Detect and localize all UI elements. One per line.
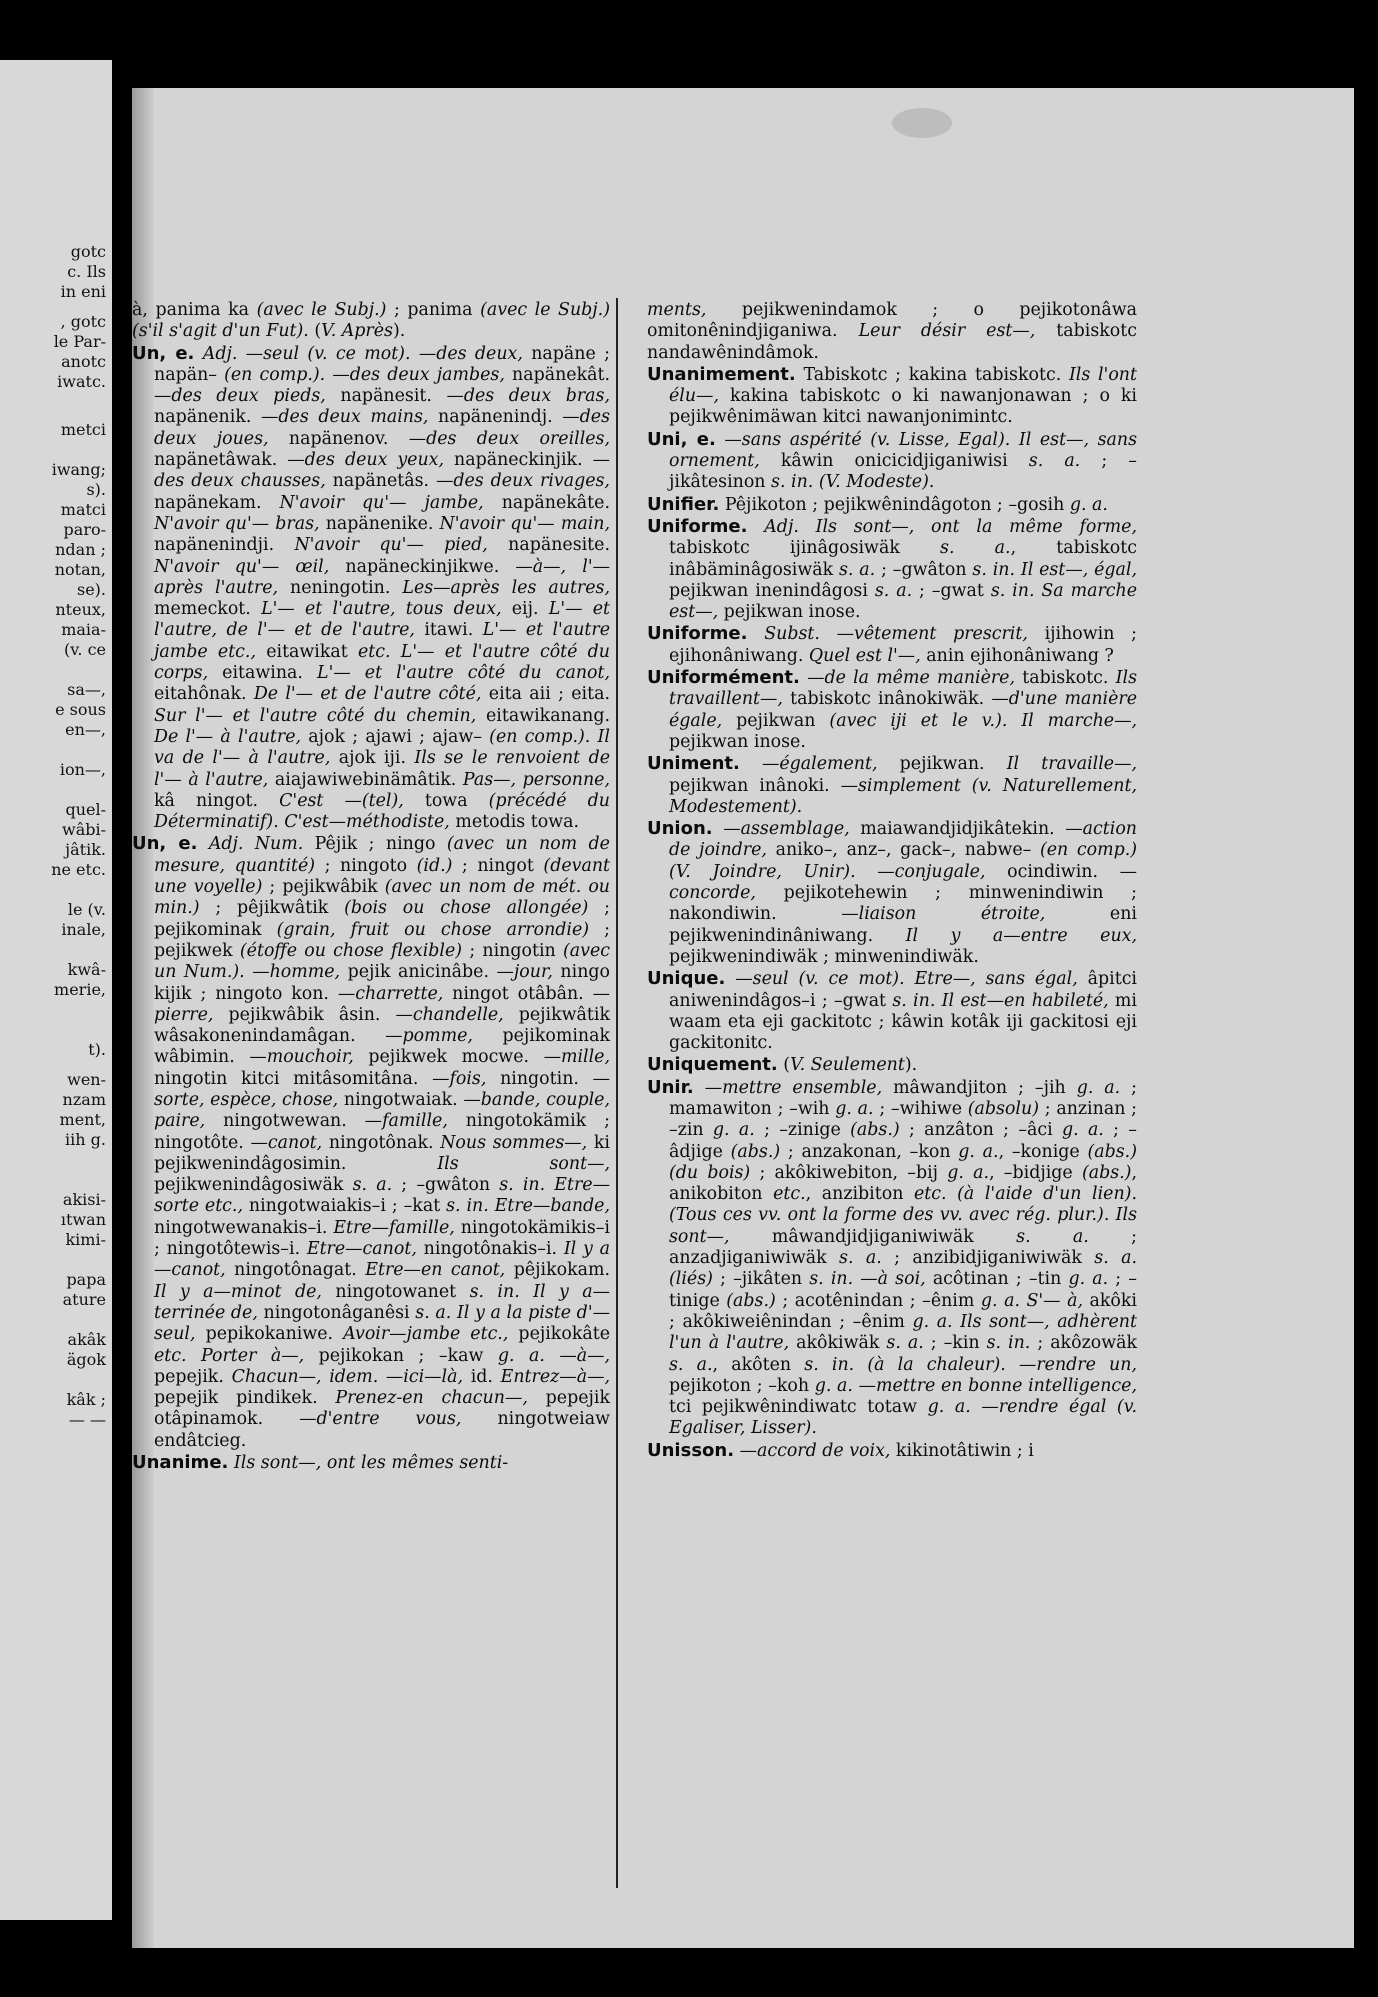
- previous-page-fragment: akisi-: [62, 1190, 106, 1209]
- previous-page-fragment: ment,: [59, 1110, 106, 1129]
- previous-page-fragment: anotc: [61, 352, 106, 371]
- dictionary-entry: [647, 1440, 1137, 1462]
- previous-page-fragment: s).: [86, 480, 106, 499]
- entry-definition: (V. Seulement).: [783, 1055, 918, 1076]
- previous-page-fragment: e sous: [55, 700, 106, 719]
- entry-definition: —assemblage, maiawandjidjikâtekin. —action de joindre, aniko–, anz–, gack–, nabwe– (en comp.) (V. Joindre, Unir). —conjugale, ocindiwin. —concorde, pejikotehewin ; minwenindiwin ; nakondiwin. —liaison étroite, eni pejikwenindinâniwang. Il y a—entre eux, pejikwenindiwäk ; minwenindiwäk.: [669, 819, 1138, 967]
- entry-definition: Adj. —seul (v. ce mot). —des deux, napäne ; napän– (en comp.). —des deux jambes, napänekât. —des deux pieds, napänesit. —des deux bras, napänenik. —des deux mains, napänenindj. —des deux joues, napänenov. —des deux oreilles, napänetâwak. —des deux yeux, napäneckinjik. —des deux chausses, napänetâs. —des deux rivages, napänekam. N'avoir qu'— jambe, napänekâte. N'avoir qu'— bras, napänenike. N'avoir qu'— main, napänenindji. N'avoir qu'— pied, napänesite. N'avoir qu'— œil, napäneckinjikwe. —à—, l'— après l'autre, neningotin. Les—après les autres, memeckot. L'— et l'autre, tous deux, eij. L'— et l'autre, de l'— et de l'autre, itawi. L'— et l'autre jambe etc., eitawikat etc. L'— et l'autre côté du corps, eitawina. L'— et l'autre côté du canot, eitahônak. De l'— et de l'autre côté, eita aii ; eita. Sur l'— et l'autre côté du chemin, eitawikanang. De l'— à l'autre, ajok ; ajawi ; ajaw– (en comp.). Il va de l'— à l'autre, ajok iji. Ils se le renvoient de l'— à l'autre, aiajawiwebinämâtik. Pas—, personne, kâ ningot. C'est —(tel), towa (précédé du Déterminatif). C'est—méthodiste, metodis towa.: [154, 343, 611, 833]
- dictionary-entry: [647, 364, 1137, 429]
- entry-definition: —également, pejikwan. Il travaille—, pejikwan inânoki. —simplement (v. Naturellement, Modestement).: [669, 754, 1138, 817]
- entry-definition: Adj. Ils sont—, ont la même forme, tabiskotc ijinâgosiwäk s. a., tabiskotc inâbäminâgosiwäk s. a. ; –gwâton s. in. Il est—, égal, pejikwan inenindâgosi s. a. ; –gwat s. in. Sa marche est—, pejikwan inose.: [669, 516, 1138, 623]
- previous-page-fragment: iih g.: [65, 1130, 106, 1149]
- right-column: [647, 300, 1137, 1462]
- dictionary-entry: [647, 516, 1137, 623]
- previous-page-fragment: (v. ce: [64, 640, 106, 659]
- previous-page-fragment: maia-: [61, 620, 106, 639]
- left-column: [132, 300, 610, 1474]
- dictionary-entry: [132, 833, 610, 1452]
- dictionary-entry: [132, 300, 610, 343]
- entry-headword: Uniforme.: [647, 623, 748, 645]
- previous-page-fragment: wen-: [67, 1070, 106, 1089]
- entry-headword: Uniformément.: [647, 667, 800, 689]
- dictionary-entry: [647, 623, 1137, 667]
- entry-headword: Un, e.: [132, 833, 198, 855]
- previous-page-fragment: metci: [60, 420, 106, 439]
- dictionary-entry: [647, 1054, 1137, 1076]
- previous-page-fragment: kimi-: [65, 1230, 106, 1249]
- entry-definition: —de la même manière, tabiskotc. Ils travaillent—, tabiskotc inânokiwäk. —d'une manière égale, pejikwan (avec iji et le v.). Il marche—, pejikwan inose.: [669, 668, 1138, 752]
- column-divider: [616, 298, 618, 1888]
- entry-headword: Unique.: [647, 968, 726, 990]
- previous-page-fragment: ature: [62, 1290, 106, 1309]
- entry-headword: Union.: [647, 818, 713, 840]
- previous-page-fragment: paro-: [63, 520, 106, 539]
- previous-page-fragment: ion—,: [59, 760, 106, 779]
- entry-headword: Un, e.: [132, 342, 195, 364]
- entry-definition: —accord de voix, kikinotâtiwin ; i: [739, 1440, 1034, 1461]
- entry-definition: Adj. Num. Pêjik ; ningo (avec un nom de mesure, quantité) ; ningoto (id.) ; ningot (devant une voyelle) ; pejikwâbik (avec un nom de mét. ou min.) ; pêjikwâtik (bois ou chose allongée) ; pejikominak (grain, fruit ou chose arrondie) ; pejikwek (étoffe ou chose flexible) ; ningotin (avec un Num.). —homme, pejik anicinâbe. —jour, ningo kijik ; ningoto kon. —charrette, ningot otâbân. —pierre, pejikwâbik âsin. —chandelle, pejikwâtik wâsakonenindamâgan. —pomme, pejikominak wâbimin. —mouchoir, pejikwek mocwe. —mille, ningotin kitci mitâsomitâna. —fois, ningotin. —sorte, espèce, chose, ningotwaiak. —bande, couple, paire, ningotwewan. —famille, ningotokämik ; ningotôte. —canot, ningotônak. Nous sommes—, ki pejikwenindâgosimin. Ils sont—, pejikwenindâgosiwäk s. a. ; –gwâton s. in. Etre—sorte etc., ningotwaiakis–i ; –kat s. in. Etre—bande, ningotwewanakis–i. Etre—famille, ningotokämikis–i ; ningotôtewis–i. Etre—canot, ningotônakis–i. Il y a—canot, ningotônagat. Etre—en canot, pêjikokam. Il y a—minot de, ningotowanet s. in. Il y a—terrinée de, ningotonâganêsi s. a. Il y a la piste d'— seul, pepikokaniwe. Avoir—jambe etc., pejikokâte etc. Porter à—, pejikokan ; –kaw g. a. —à—, pepejik. Chacun—, idem. —ici—là, id. Entrez—à—, pepejik pindikek. Prenez-en chacun—, pepejik otâpinamok. —d'entre vous, ningotweiaw endâtcieg.: [154, 834, 611, 1451]
- dictionary-entry: [647, 494, 1137, 516]
- entry-definition: Pêjikoton ; pejikwênindâgoton ; –gosih g. a.: [724, 494, 1108, 515]
- dictionary-entry: [647, 667, 1137, 753]
- previous-page-fragment: matci: [60, 500, 106, 519]
- entry-definition: —sans aspérité (v. Lisse, Egal). Il est—, sans ornement, kâwin onicicidjiganiwisi s. a. ; –jikâtesinon s. in. (V. Modeste).: [669, 429, 1137, 493]
- previous-page-fragment: nzam: [62, 1090, 106, 1109]
- previous-page-fragment: inale,: [61, 920, 106, 939]
- previous-page-fragment: iwang;: [51, 460, 106, 479]
- previous-page-fragment: ägok: [66, 1350, 106, 1369]
- dictionary-entry: [647, 300, 1137, 364]
- previous-page-fragment: iwatc.: [57, 372, 106, 391]
- entry-headword: Unifier.: [647, 493, 720, 515]
- entry-headword: Unisson.: [647, 1439, 735, 1461]
- previous-page-fragment: ne etc.: [51, 860, 106, 879]
- previous-page-fragment: ıtwan: [60, 1210, 106, 1229]
- previous-page-fragment: se).: [76, 580, 106, 599]
- paper-stain: [892, 108, 952, 138]
- previous-page-fragment: ndan ;: [55, 540, 106, 559]
- entry-definition: ments, pejikwenindamok ; o pejikotonâwa omitonênindjiganiwa. Leur désir est—, tabiskotc nandawênindâmok.: [647, 300, 1137, 363]
- entry-definition: Ils sont—, ont les mêmes senti-: [233, 1453, 509, 1474]
- dictionary-entry: [647, 753, 1137, 818]
- entry-definition: Subst. —vêtement prescrit, ijihowin ; ejihonâniwang. Quel est l'—, anin ejihonâniwang ?: [669, 624, 1137, 666]
- previous-page-fragment: wâbi-: [62, 820, 106, 839]
- previous-page-fragment: kâk ;: [66, 1390, 106, 1409]
- previous-page-fragment: sa—,: [67, 680, 106, 699]
- entry-headword: Uni, e.: [647, 428, 716, 450]
- entry-headword: Unir.: [647, 1076, 694, 1098]
- previous-page-fragment: papa: [66, 1270, 106, 1289]
- dictionary-entry: [647, 818, 1137, 968]
- dictionary-entry: [132, 1452, 610, 1474]
- previous-page-fragment: in eni: [60, 282, 106, 301]
- dictionary-entry: [647, 429, 1137, 494]
- entry-definition: Tabiskotc ; kakina tabiskotc. Ils l'ont élu—, kakina tabiskotc o ki nawanjonawan ; o ki pejikwênimäwan kitci nawanjonimintc.: [669, 364, 1138, 428]
- entry-headword: Uniment.: [647, 753, 740, 775]
- previous-page-fragment: akâk: [67, 1330, 106, 1349]
- previous-page-edge: [0, 60, 112, 1920]
- previous-page-fragment: nteux,: [55, 600, 106, 619]
- previous-page-fragment: notan,: [54, 560, 106, 579]
- dictionary-entry: [132, 343, 610, 834]
- previous-page-fragment: en—,: [65, 720, 106, 739]
- entry-headword: Unanime.: [132, 1452, 229, 1474]
- previous-page-fragment: c. Ils: [67, 262, 106, 281]
- dictionary-page: [132, 88, 1354, 1948]
- previous-page-fragment: merie,: [54, 980, 106, 999]
- entry-headword: Uniforme.: [647, 515, 748, 537]
- entry-definition: —seul (v. ce mot). Etre—, sans égal, âpitci aniwenindâgos–i ; –gwat s. in. Il est—en habileté, mi waam eta eji gackitotc ; kâwin kotâk iji gackitosi eji gackitonitc.: [669, 969, 1137, 1054]
- previous-page-fragment: quel-: [65, 800, 106, 819]
- previous-page-fragment: — —: [68, 1410, 106, 1429]
- entry-definition: à, panima ka (avec le Subj.) ; panima (avec le Subj.) (s'il s'agit d'un Fut). (V. Après).: [132, 300, 610, 342]
- previous-page-fragment: jâtik.: [65, 840, 106, 859]
- entry-definition: —mettre ensemble, mâwandjiton ; –jih g. a. ; mamawiton ; –wih g. a. ; –wihiwe (absolu) ; anzinan ; –zin g. a. ; –zinige (abs.) ; anzâton ; –âci g. a. ; –âdjige (abs.) ; anzakonan, –kon g. a., –konige (abs.) (du bois) ; akôkiwebiton, –bij g. a., –bidjige (abs.), anikobiton etc., anzibiton etc. (à l'aide d'un lien). (Tous ces vv. ont la forme des vv. avec rég. plur.). Ils sont—, mâwandjidjiganiwiwäk s. a. ; anzadjiganiwiwäk s. a. ; anzibidjiganiwiwäk s. a. (liés) ; –jikâten s. in. —à soi, acôtinan ; –tin g. a. ; –tinige (abs.) ; acotênindan ; –ênim g. a. S'— à, akôki ; akôkiweiênindan ; –ênim g. a. Ils sont—, adhèrent l'un à l'autre, akôkiwäk s. a. ; –kin s. in. ; akôzowäk s. a., akôten s. in. (à la chaleur). —rendre un, pejikoton ; –koh g. a. —mettre en bonne intelligence, tci pejikwênindiwatc totaw g. a. —rendre égal (v. Egaliser, Lisser).: [669, 1077, 1138, 1439]
- dictionary-entry: [647, 968, 1137, 1054]
- entry-headword: Unanimement.: [647, 363, 796, 385]
- entry-headword: Uniquement.: [647, 1054, 778, 1076]
- previous-page-fragment: le (v.: [67, 900, 106, 919]
- previous-page-fragment: gotc: [70, 242, 106, 261]
- dictionary-entry: [647, 1077, 1137, 1440]
- previous-page-fragment: , gotc: [60, 312, 106, 331]
- previous-page-fragment: kwâ-: [67, 960, 106, 979]
- previous-page-fragment: t).: [88, 1040, 106, 1059]
- previous-page-fragment: le Par-: [53, 332, 106, 351]
